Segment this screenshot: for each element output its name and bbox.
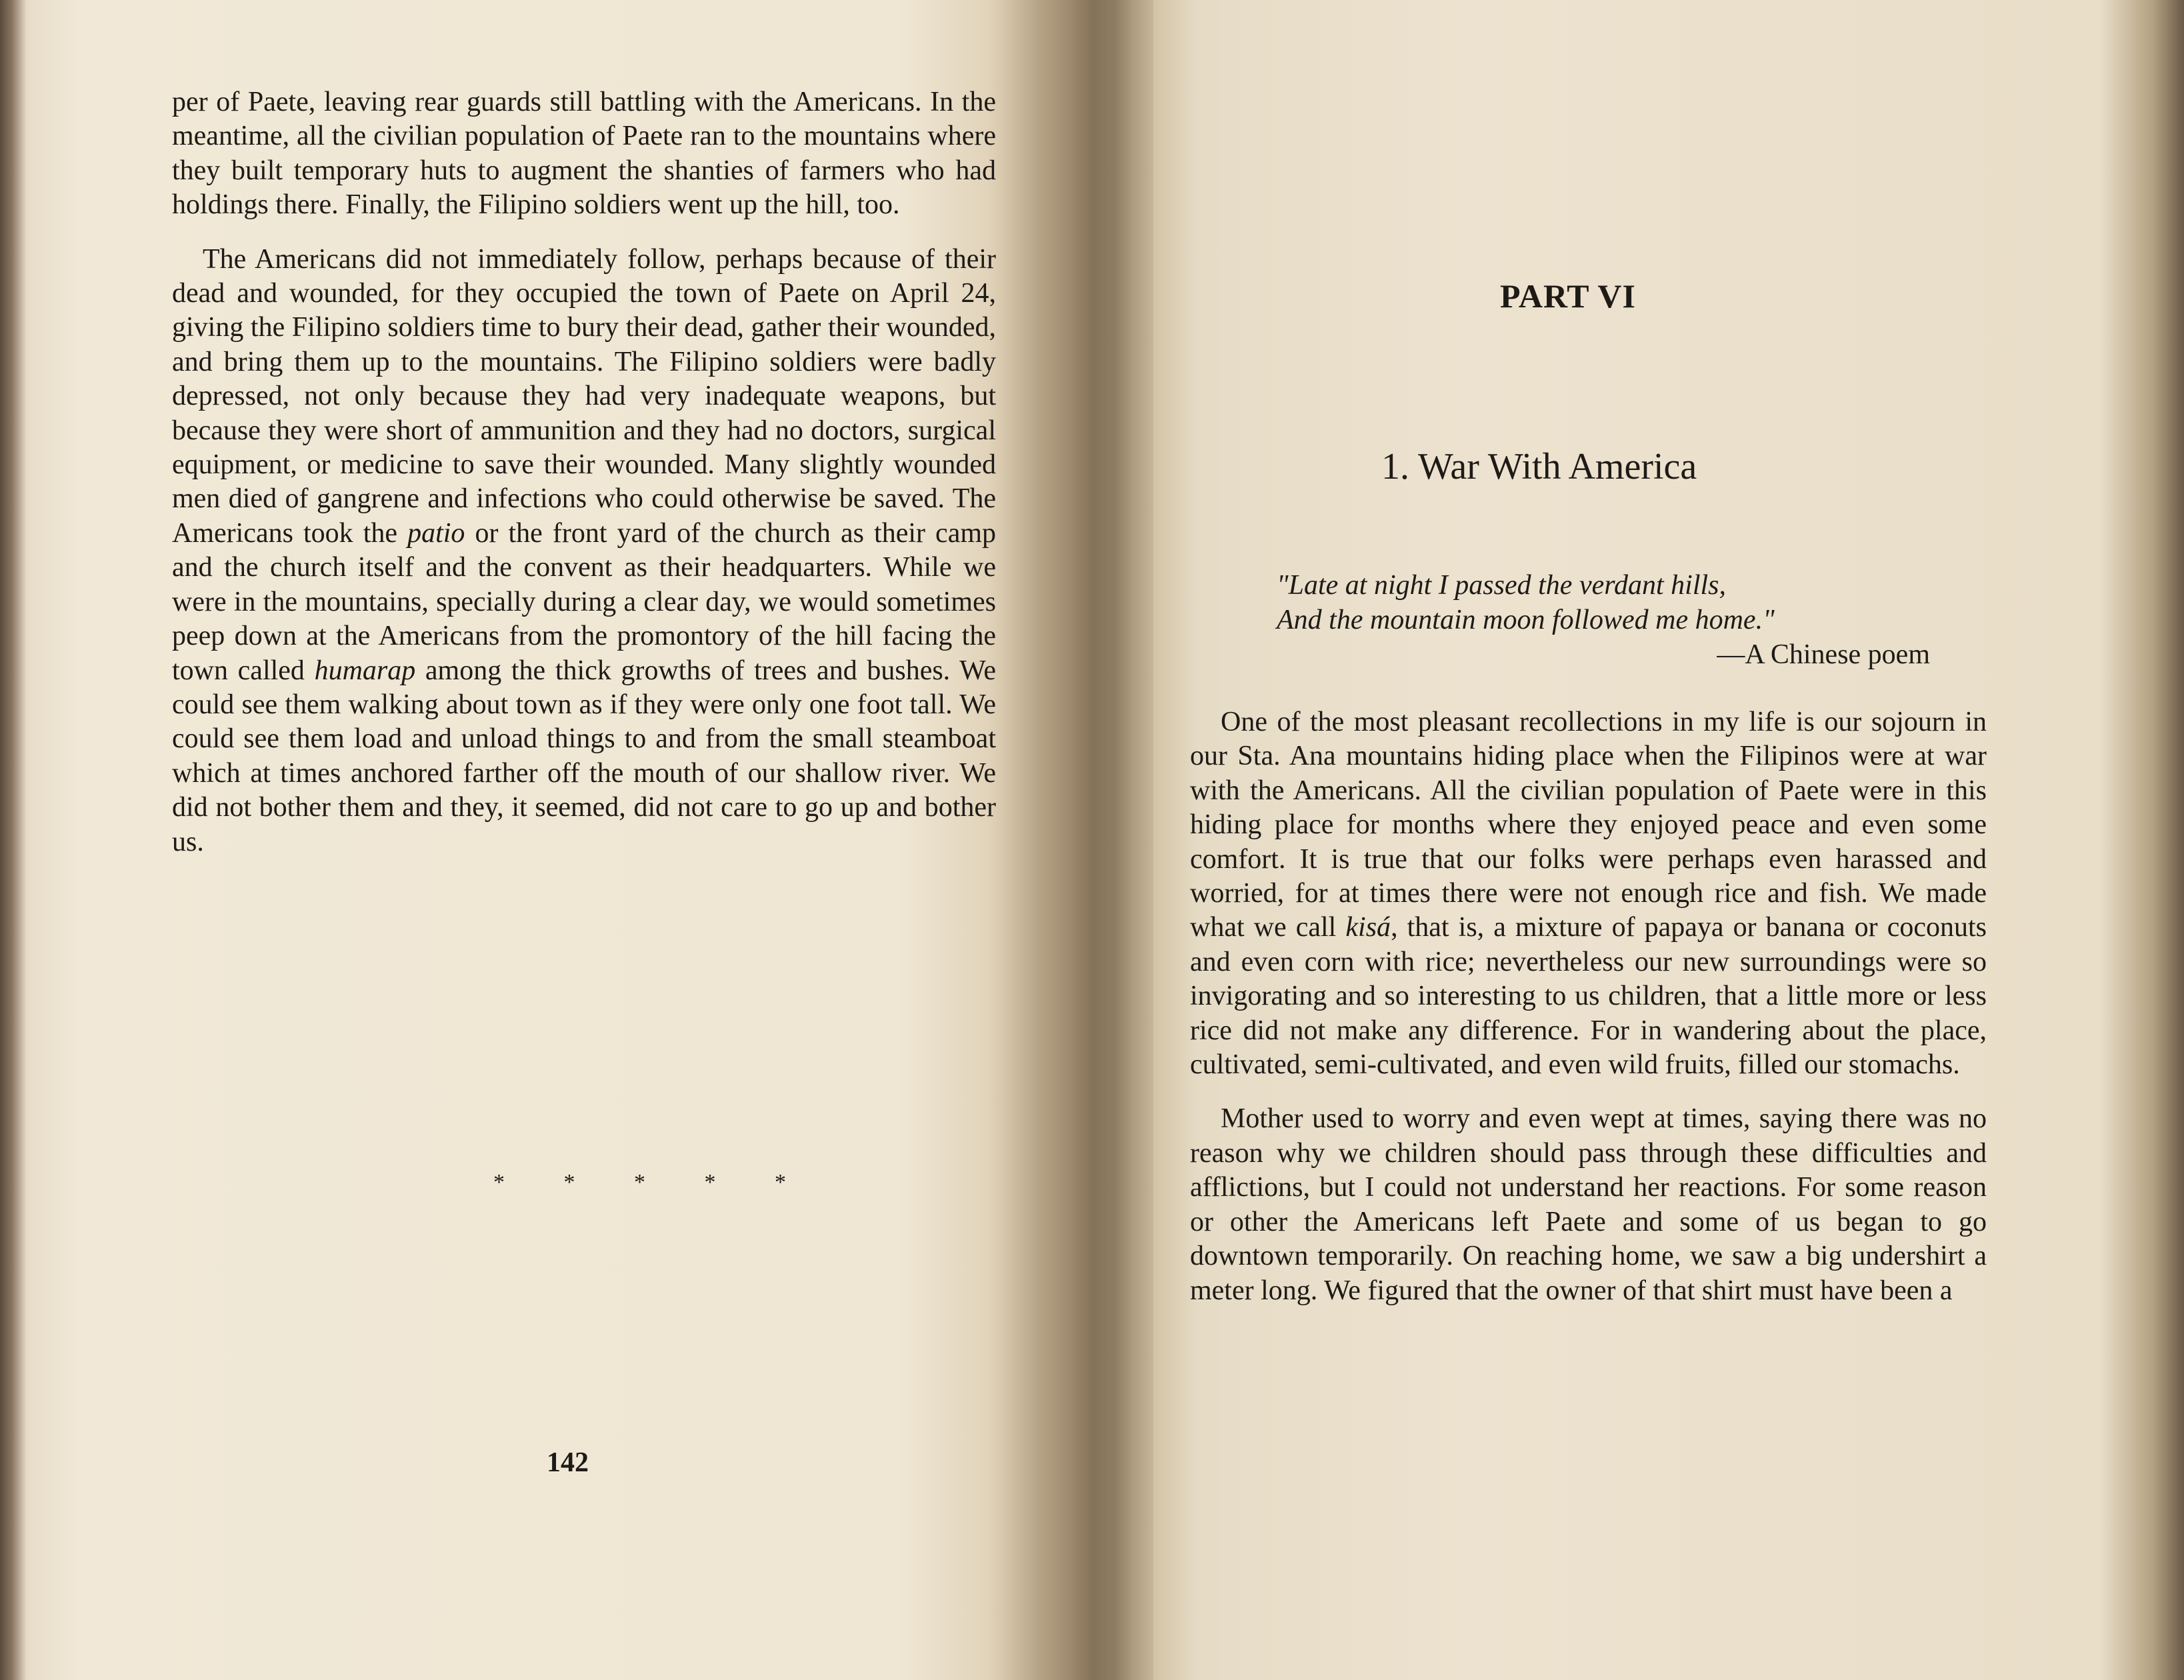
text-segment: , that is, a mixture of papaya or banana or coconuts and even corn with rice; nevertheless our new surroundings were so invigorating and so interesting to us children, that a little more or less rice did not make any difference. For in wandering about the place, cultivated, semi-cultivated, and even wild fruits, filled our stomachs. [1190, 912, 1987, 1081]
epigraph-attribution: —A Chinese poem [1717, 639, 1930, 670]
right-page-body [1190, 705, 1987, 1308]
text-segment: among the thick growths of trees and bushes. We could see them walking about town as if they were only one foot tall. We could see them load and unload things to and from the small steamboat which at times anchored farther off the mouth of our shallow river. We did not bother them and they, it seemed, did not care to go up and bother us. [172, 655, 996, 857]
epigraph-line-2: And the mountain moon followed me home." [1277, 605, 1775, 635]
part-heading: PART VI [1500, 277, 1636, 315]
section-separator: * * * * * [493, 1170, 813, 1195]
left-page-body [172, 85, 996, 859]
text-segment: per of Paete, leaving rear guards still battling with the Americans. In the meantime, all the civilian population of Paete ran to the mountains where they built temporary huts to augment the shanties of farmers who had holdings there. Finally, the Filipino soldiers went up the hill, too. [172, 87, 996, 221]
text-segment: One of the most pleasant recollections in my life is our sojourn in our Sta. Ana mountains hiding place when the Filipinos were at war with the Americans. All the civilian population of Paete were in this hiding place for months where they enjoyed peace and even some comfort. It is true that our folks were perhaps even harassed and worried, for at times there were not enough rice and fish. We made what we call [1190, 707, 1987, 943]
italic-term-kisa: kisá [1345, 912, 1391, 943]
text-segment: or the front yard of the church as their camp and the church itself and the convent as their headquarters. While we were in the mountains, specially during a clear day, we would sometimes peep down at the Americans from the promontory of the hill facing the town called [172, 517, 996, 686]
left-paragraph-2 [172, 243, 996, 859]
text-segment: Mother used to worry and even wept at times, saying there was no reason why we children should pass through these difficulties and afflictions, but I could not understand her reactions. For some reason or other the Americans left Paete and some of us began to go downtown temporarily. On reaching home, we saw a big undershirt a meter long. We figured that the owner of that shirt must have been a [1190, 1103, 1987, 1306]
epigraph [1277, 568, 1930, 672]
right-paragraph-1 [1190, 705, 1987, 1082]
chapter-heading: 1. War With America [1381, 446, 1697, 487]
text-segment: The Americans did not immediately follow, perhaps because of their dead and wounded, for they occupied the town of Paete on April 24, giving the Filipino soldiers time to bury their dead, gather their wounded, and bring them up to the mountains. The Filipino soldiers were badly depressed, not only because they had very inadequate weapons, but because they were short of ammunition and they had no doctors, surgical equipment, or medicine to save their wounded. Many slightly wounded men died of gangrene and infections who could otherwise be saved. The Americans took the [172, 243, 996, 549]
left-paragraph-1 [172, 85, 996, 223]
epigraph-line-1: "Late at night I passed the verdant hills, [1277, 570, 1727, 601]
italic-term-patio: patio [407, 517, 465, 549]
page-number: 142 [547, 1447, 589, 1478]
right-paragraph-2 [1190, 1102, 1987, 1307]
italic-term-humarap: humarap [314, 655, 416, 686]
